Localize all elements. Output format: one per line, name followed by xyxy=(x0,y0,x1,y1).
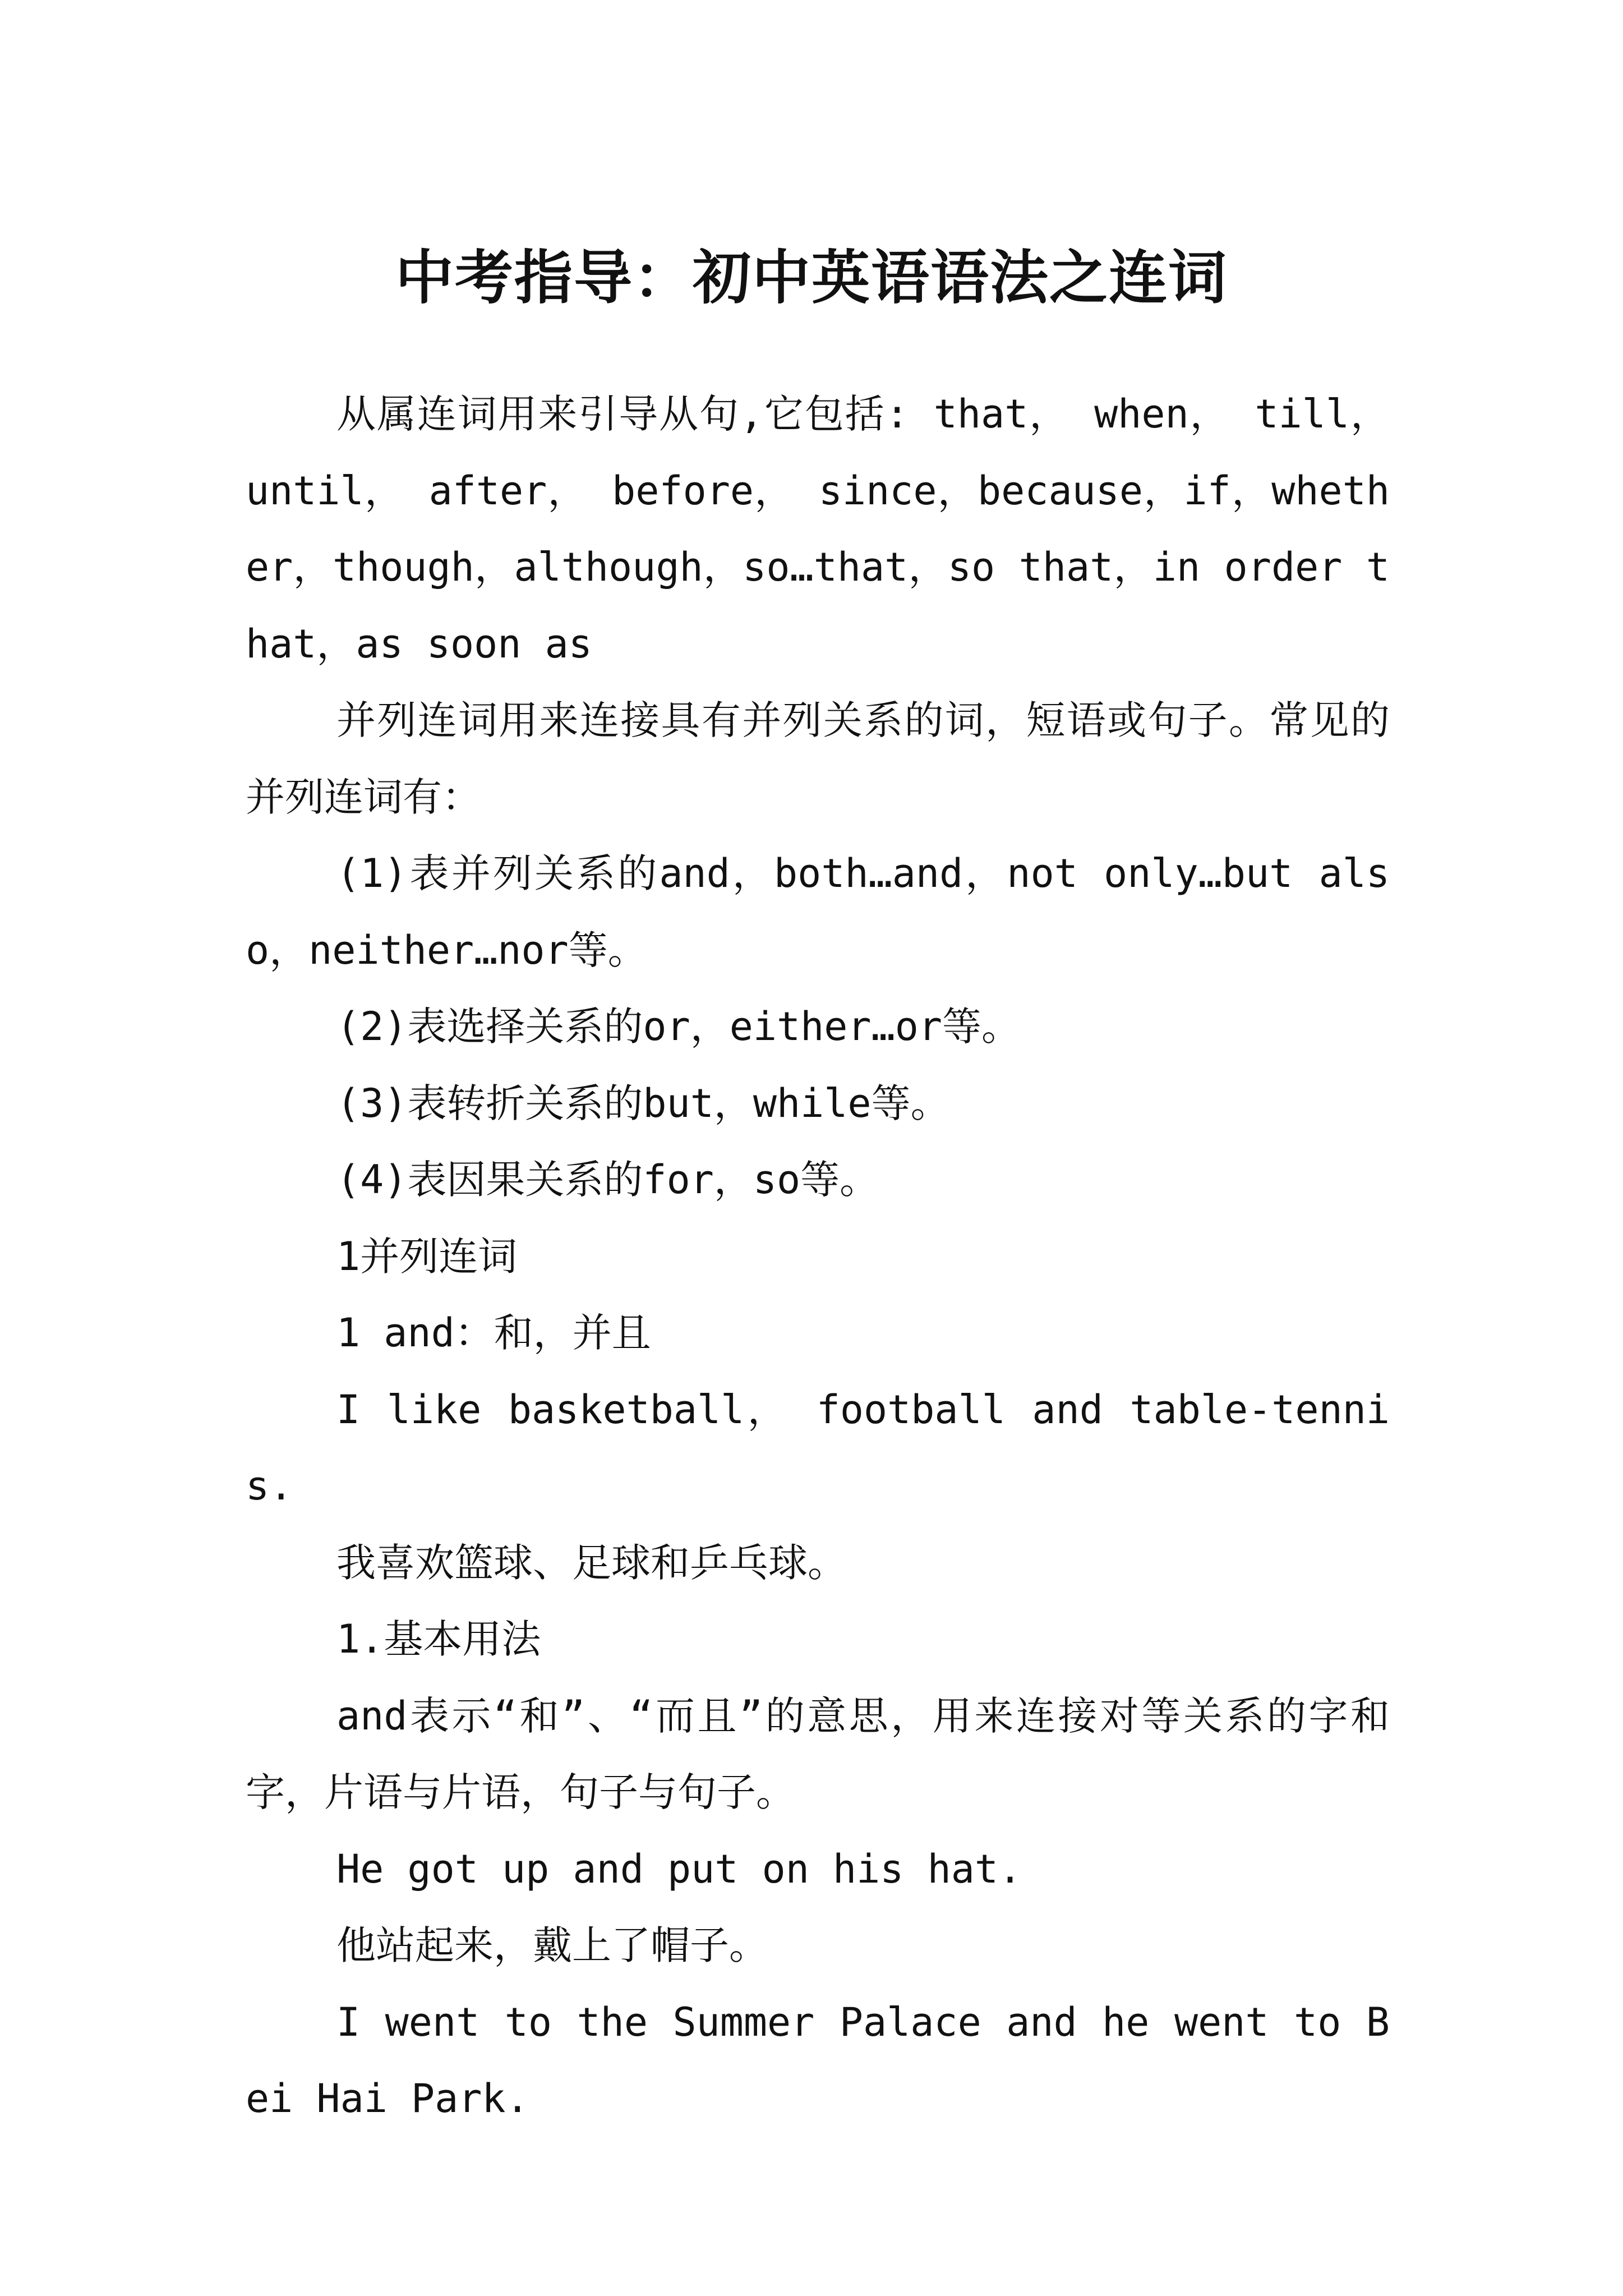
example-sentence: He got up and put on his hat. xyxy=(336,1846,1022,1892)
usage-explanation: and表示“和”、“而且”的意思，用来连接对等关系的字和字，片语与片语，句子与句子。 xyxy=(246,1692,1390,1815)
section-heading: 1并列连词 xyxy=(336,1233,518,1280)
example-sentence: I went to the Summer Palace and he went to Bei Hai Park. xyxy=(246,1999,1390,2122)
list-item-contrast: (3)表转折关系的but，while等。 xyxy=(336,1080,950,1126)
paragraph-coordinating-intro: 并列连词用来连接具有并列关系的词，短语或句子。常见的并列连词有： xyxy=(246,697,1390,820)
subsection-heading: 1 and：和，并且 xyxy=(336,1310,651,1356)
document-title: 中考指导：初中英语语法之连词 xyxy=(395,242,1228,312)
example-translation: 他站起来，戴上了帽子。 xyxy=(336,1922,768,1968)
list-item-cause: (4)表因果关系的for，so等。 xyxy=(336,1157,879,1203)
example-sentence: I like basketball， football and table-tennis. xyxy=(246,1386,1390,1509)
paragraph-subordinating-conjunctions: 从属连词用来引导从句,它包括: that， when， till， until， after， before， since，because，if，whether，though，although，so…that，so that，in order that，as soon as xyxy=(246,391,1390,667)
list-item-coordinate: (1)表并列关系的and，both…and，not only…but also，neither…nor等。 xyxy=(246,850,1390,973)
list-item-alternative: (2)表选择关系的or，either…or等。 xyxy=(336,1004,1021,1050)
example-translation: 我喜欢篮球、足球和乒乓球。 xyxy=(336,1539,847,1586)
document-body xyxy=(246,376,1390,2137)
usage-heading: 1.基本用法 xyxy=(336,1616,541,1662)
